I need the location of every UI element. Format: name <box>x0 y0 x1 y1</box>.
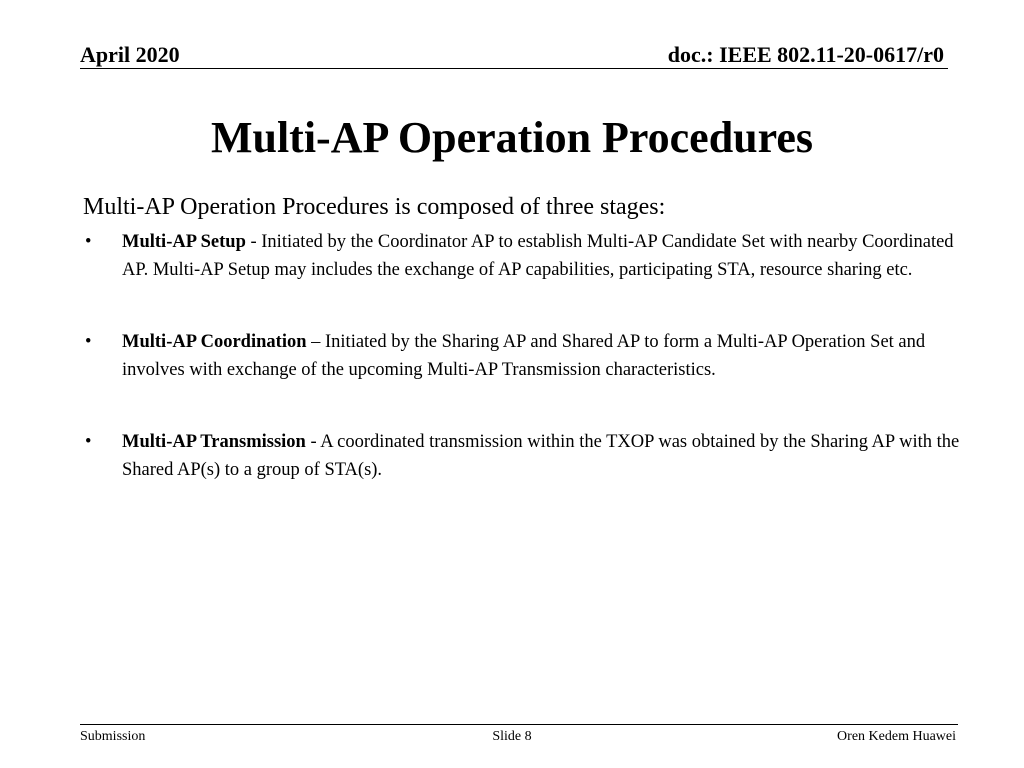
bullet-icon: • <box>85 332 92 352</box>
list-item-transmission <box>83 428 973 484</box>
stage-list <box>83 228 973 484</box>
stage-description: - A coordinated transmission within the TXOP was obtained by the Sharing AP with the Shared AP(s) to a group of STA(s). <box>122 432 960 480</box>
footer-author: Oren Kedem Huawei <box>837 729 956 744</box>
list-item-setup <box>83 228 973 284</box>
list-item-coordination <box>83 328 973 384</box>
bullet-icon: • <box>85 432 92 452</box>
intro-text: Multi-AP Operation Procedures is composed of three stages: <box>83 194 666 220</box>
header-doc-id: doc.: IEEE 802.11-20-0617/r0 <box>667 42 944 67</box>
slide-title: Multi-AP Operation Procedures <box>210 113 814 162</box>
footer-divider <box>80 724 958 725</box>
stage-description: - Initiated by the Coordinator AP to establish Multi-AP Candidate Set with nearby Coordinated AP. Multi-AP Setup may includes the exchange of AP capabilities, participating STA, resource sharing etc. <box>122 232 954 280</box>
stage-term: Multi-AP Transmission <box>122 432 306 452</box>
stage-description: – Initiated by the Sharing AP and Shared AP to form a Multi-AP Operation Set and involves with exchange of the upcoming Multi-AP Transmission characteristics. <box>122 332 926 380</box>
stage-term: Multi-AP Coordination <box>122 332 307 352</box>
header-date: April 2020 <box>80 42 180 67</box>
header-divider <box>80 68 948 69</box>
bullet-icon: • <box>85 232 92 252</box>
footer-submission: Submission <box>80 729 146 744</box>
stage-term: Multi-AP Setup <box>122 232 246 252</box>
footer-slide-number: Slide 8 <box>492 729 532 744</box>
